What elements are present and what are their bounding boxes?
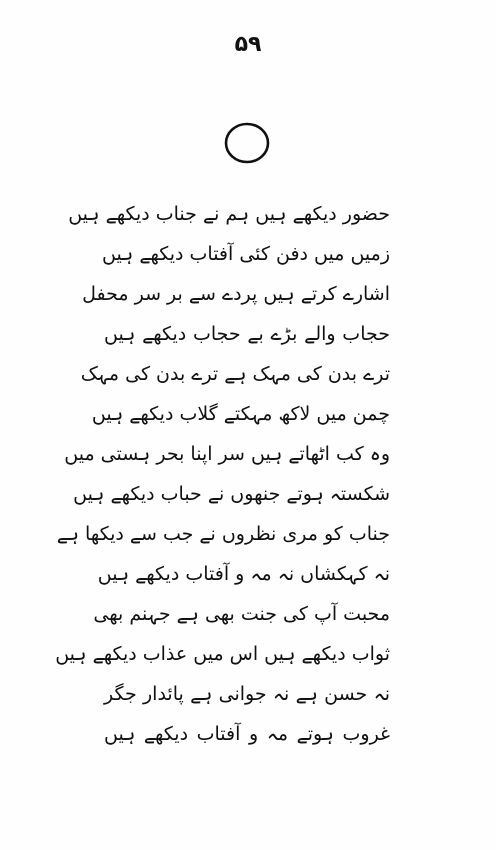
verse-line: وہ کب اٹھاتے ہیں سر اپنا بحر ہستی میں [64, 443, 390, 465]
verse-line: نہ کہکشاں نہ مہ و آفتاب دیکھے ہیں [97, 563, 390, 585]
verse-line: حضور دیکھے ہیں ہم نے جناب دیکھے ہیں [68, 203, 390, 225]
verse-line: محبت آپ کی جنت بھی ہے جہنم بھی [93, 603, 390, 625]
ghazal-verses [55, 194, 390, 754]
verse-line: نہ حسن ہے نہ جوانی ہے پائدار جگر [104, 683, 390, 705]
verse-line: چمن میں لاکھ مہکتے گلاب دیکھے ہیں [91, 403, 390, 425]
circle-ornament-icon [222, 120, 272, 166]
verse-line: ثواب دیکھے ہیں اس میں عذاب دیکھے ہیں [55, 643, 390, 665]
verse-line: اشارے کرتے ہیں پردے سے بر سر محفل [82, 283, 390, 305]
verse-line: غروب ہوتے مہ و آفتاب دیکھے ہیں [104, 723, 390, 745]
verse-line: شکستہ ہوتے جنھوں نے حباب دیکھے ہیں [73, 483, 390, 505]
verse-line: جناب کو مری نظروں نے جب سے دیکھا ہے [56, 523, 390, 545]
verse-line: زمیں میں دفن کئی آفتاب دیکھے ہیں [101, 243, 390, 265]
circle-ornament-ring [226, 124, 268, 162]
verse-line: حجاب والے بڑے بے حجاب دیکھے ہیں [104, 323, 390, 345]
page-number: ۵۹ [234, 32, 262, 57]
verse-line: ترے بدن کی مہک ہے ترے بدن کی مہک [80, 363, 390, 385]
